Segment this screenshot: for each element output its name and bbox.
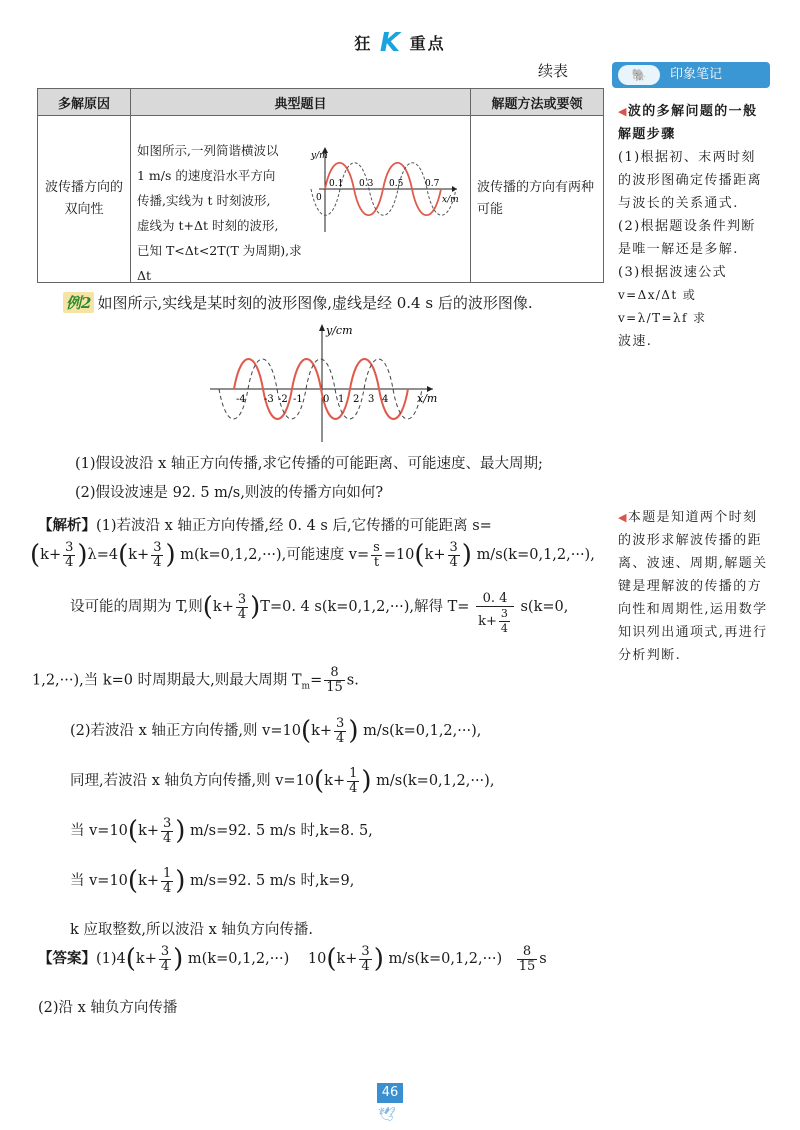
analysis-line-4: 1,2,···),当 k=0 时周期最大,则最大周期 $T_m=$ $\frac{8}{15}$ s. bbox=[32, 665, 359, 695]
sidebar-note-steps: ◀波的多解问题的一般解题步骤 (1)根据初、末两时刻的波形图确定传播距离与波长的关系通式. (2)根据题设条件判断是唯一解还是多解. (3)根据波速公式 v=Δx/Δt 或 v=λ/T=λf 求 波速. bbox=[618, 104, 763, 349]
svg-text:0: 0 bbox=[323, 394, 330, 405]
table-y-label: y/m bbox=[311, 151, 328, 161]
table-continued-label: 续表 bbox=[538, 62, 569, 80]
y-axis-label: y/cm bbox=[326, 324, 353, 337]
question-2: (2)假设波速是 92. 5 m/s,则波的传播方向如何? bbox=[75, 485, 384, 501]
analysis-line-7: 当 v=10(k+ $\frac{3}{4}$ ) m/s=92. 5 m/s 时,k=8. 5, bbox=[70, 815, 373, 846]
svg-text:2: 2 bbox=[353, 394, 360, 405]
triangle-icon: ◀ bbox=[618, 105, 628, 118]
svg-text:0: 0 bbox=[316, 193, 322, 203]
answer-line-2: (2)沿 x 轴负方向传播 bbox=[38, 1000, 178, 1016]
header-title: 狂 K 重点 bbox=[354, 28, 446, 58]
bird-icon: 🕊 bbox=[378, 1107, 396, 1123]
svg-text:0.7: 0.7 bbox=[425, 179, 440, 189]
method-table bbox=[37, 88, 604, 283]
table-header-problem: 典型题目 bbox=[131, 89, 471, 116]
analysis-line-6: 同理,若波沿 x 轴负方向传播,则 v=10(k+ $\frac{1}{4}$ ) m/s(k=0,1,2,···), bbox=[70, 765, 495, 796]
example-statement: 例2 如图所示,实线是某时刻的波形图像,虚线是经 0.4 s 后的波形图像. bbox=[63, 292, 533, 313]
example-wave-figure bbox=[205, 322, 438, 444]
svg-text:4: 4 bbox=[382, 394, 389, 405]
triangle-icon: ◀ bbox=[618, 511, 628, 524]
table-x-label: x/m bbox=[442, 195, 459, 205]
svg-text:0.5: 0.5 bbox=[389, 179, 404, 189]
table-header-reason: 多解原因 bbox=[38, 89, 131, 116]
analysis-line-8: 当 v=10(k+ $\frac{1}{4}$ ) m/s=92. 5 m/s 时,k=9, bbox=[70, 865, 355, 896]
elephant-icon: 🐘 bbox=[618, 65, 660, 85]
svg-text:-4: -4 bbox=[236, 394, 246, 405]
analysis-line-3: 设可能的周期为 T,则(k+ $\frac{3}{4}$ )T=0. 4 s(k=0,1,2,···),解得 T= 0. 4 k+ $\frac{3}{4}$ s(k=0, bbox=[70, 591, 569, 635]
x-axis-label: x/m bbox=[417, 392, 438, 405]
svg-text:3: 3 bbox=[368, 394, 375, 405]
svg-text:0.3: 0.3 bbox=[359, 179, 374, 189]
question-1: (1)假设波沿 x 轴正方向传播,求它传播的可能距离、可能速度、最大周期; bbox=[75, 456, 543, 472]
analysis-line-5: (2)若波沿 x 轴正方向传播,则 v=10(k+ $\frac{3}{4}$ ) m/s(k=0,1,2,···), bbox=[70, 715, 482, 746]
sidebar-note-key: ◀本题是知道两个时刻的波形求解波传播的距离、波速、周期,解题关键是理解波的传播的方向性和周期性,运用数学知识列出通项式,再进行分析判断. bbox=[618, 510, 768, 663]
example-tag: 例2 bbox=[63, 292, 94, 313]
answer-line-1: 【答案】(1)4(k+ $\frac{3}{4}$ ) m(k=0,1,2,···) 10(k+ $\frac{3}{4}$ ) m/s(k=0,1,2,···) $\frac{8}{15}$ s bbox=[38, 943, 547, 974]
svg-text:1: 1 bbox=[338, 394, 345, 405]
svg-text:0.1: 0.1 bbox=[329, 179, 344, 189]
table-cell-problem: 如图所示,一列简谐横波以 1 m/s 的速度沿水平方向 传播,实线为 t 时刻波形, 虚线为 t+Δt 时刻的波形, 已知 T<Δt<2T(T 为周期),求 Δt y/m x/m 0 0.1 0.3 0.5 0.7 bbox=[131, 116, 471, 283]
analysis-line-9: k 应取整数,所以波沿 x 轴负方向传播. bbox=[70, 922, 314, 938]
svg-text:-2: -2 bbox=[278, 394, 288, 405]
table-header-method: 解题方法或要领 bbox=[471, 89, 604, 116]
analysis-line-2: (k+ $\frac{3}{4}$ )λ=4(k+ $\frac{3}{4}$ ) m(k=0,1,2,···),可能速度 v= $\frac{s}{t}$ =10(k+ $\frac{3}{4}$ ) m/s(k=0,1,2,···), bbox=[30, 539, 595, 570]
analysis-line-1: 【解析】(1)若波沿 x 轴正方向传播,经 0. 4 s 后,它传播的可能距离 s= bbox=[38, 517, 492, 534]
notes-tab: 🐘 印象笔记 bbox=[612, 62, 770, 88]
page-number: 46 bbox=[377, 1083, 403, 1103]
table-cell-method: 波传播的方向有两种可能 bbox=[471, 116, 604, 283]
table-wave-figure bbox=[307, 144, 467, 234]
table-cell-reason: 波传播方向的双向性 bbox=[38, 116, 131, 283]
svg-text:-3: -3 bbox=[264, 394, 274, 405]
svg-text:-1: -1 bbox=[293, 394, 303, 405]
